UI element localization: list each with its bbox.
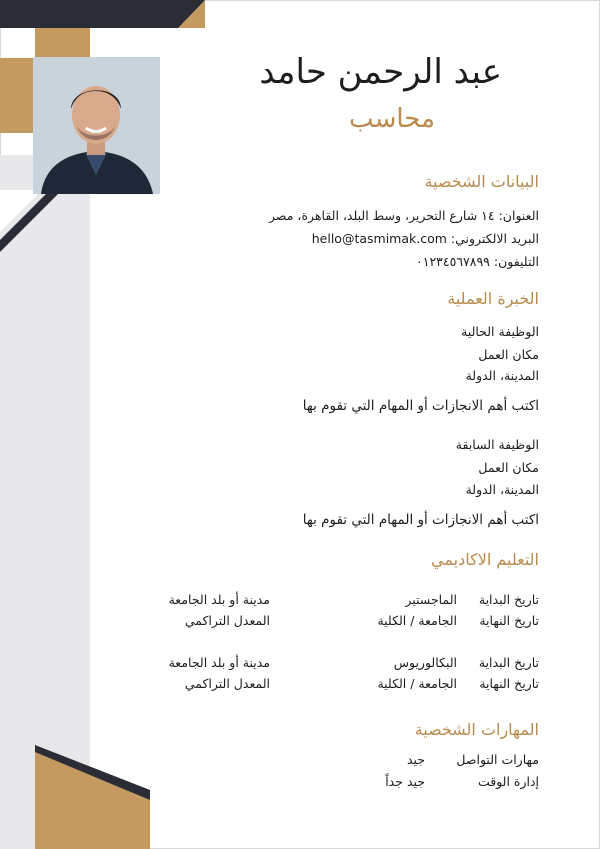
job-location: المدينة، الدولة [465,482,539,497]
skill-level: جيد جداً [385,774,425,789]
job-title: محاسب [349,104,435,134]
edu-end-date: تاريخ النهاية [479,676,539,691]
left-gold-bar-top [35,28,90,58]
job-position: الوظيفة السابقة [455,437,539,452]
email-label: البريد الالكتروني: [450,231,539,246]
left-gold-block [0,58,33,133]
email-value: hello@tasmimak.com [311,231,447,246]
section-heading-experience: الخبرة العملية [447,289,539,308]
job-achievements: اكتب أهم الانجازات أو المهام التي تقوم بها [302,398,539,414]
job-location: المدينة، الدولة [465,368,539,383]
top-dark-bar [0,0,205,28]
section-heading-personal: البيانات الشخصية [424,172,539,191]
section-heading-skills: المهارات الشخصية [414,720,539,739]
edu-end-date: تاريخ النهاية [479,613,539,628]
job-position: الوظيفة الحالية [461,324,539,339]
job-achievements: اكتب أهم الانجازات أو المهام التي تقوم بها [302,512,539,528]
address-line: العنوان: ١٤ شارع التحرير، وسط البلد، القاهرة، مصر [269,208,539,223]
skill-level: جيد [406,752,425,767]
edu-gpa: المعدل التراكمي [184,613,270,628]
edu-city: مدينة أو بلد الجامعة [168,592,270,607]
profile-photo [33,57,160,194]
edu-start-date: تاريخ البداية [478,655,539,670]
job-workplace: مكان العمل [478,347,539,362]
phone-line: التليفون: ٠١٢٣٤٥٦٧٨٩٩ [416,254,539,269]
email-line [312,231,539,246]
person-name: عبد الرحمن حامد [259,52,502,92]
edu-gpa: المعدل التراكمي [184,676,270,691]
edu-start-date: تاريخ البداية [478,592,539,607]
edu-institution: الجامعة / الكلية [377,676,457,691]
job-workplace: مكان العمل [478,460,539,475]
bottom-gold-block [35,752,150,849]
skill-name: مهارات التواصل [456,752,539,767]
edu-city: مدينة أو بلد الجامعة [168,655,270,670]
edu-degree: البكالوريوس [393,655,457,670]
edu-institution: الجامعة / الكلية [377,613,457,628]
section-heading-education: التعليم الاكاديمي [431,550,539,569]
skill-name: إدارة الوقت [477,774,539,789]
edu-degree: الماجستير [405,592,457,607]
left-gray-column [0,155,90,745]
